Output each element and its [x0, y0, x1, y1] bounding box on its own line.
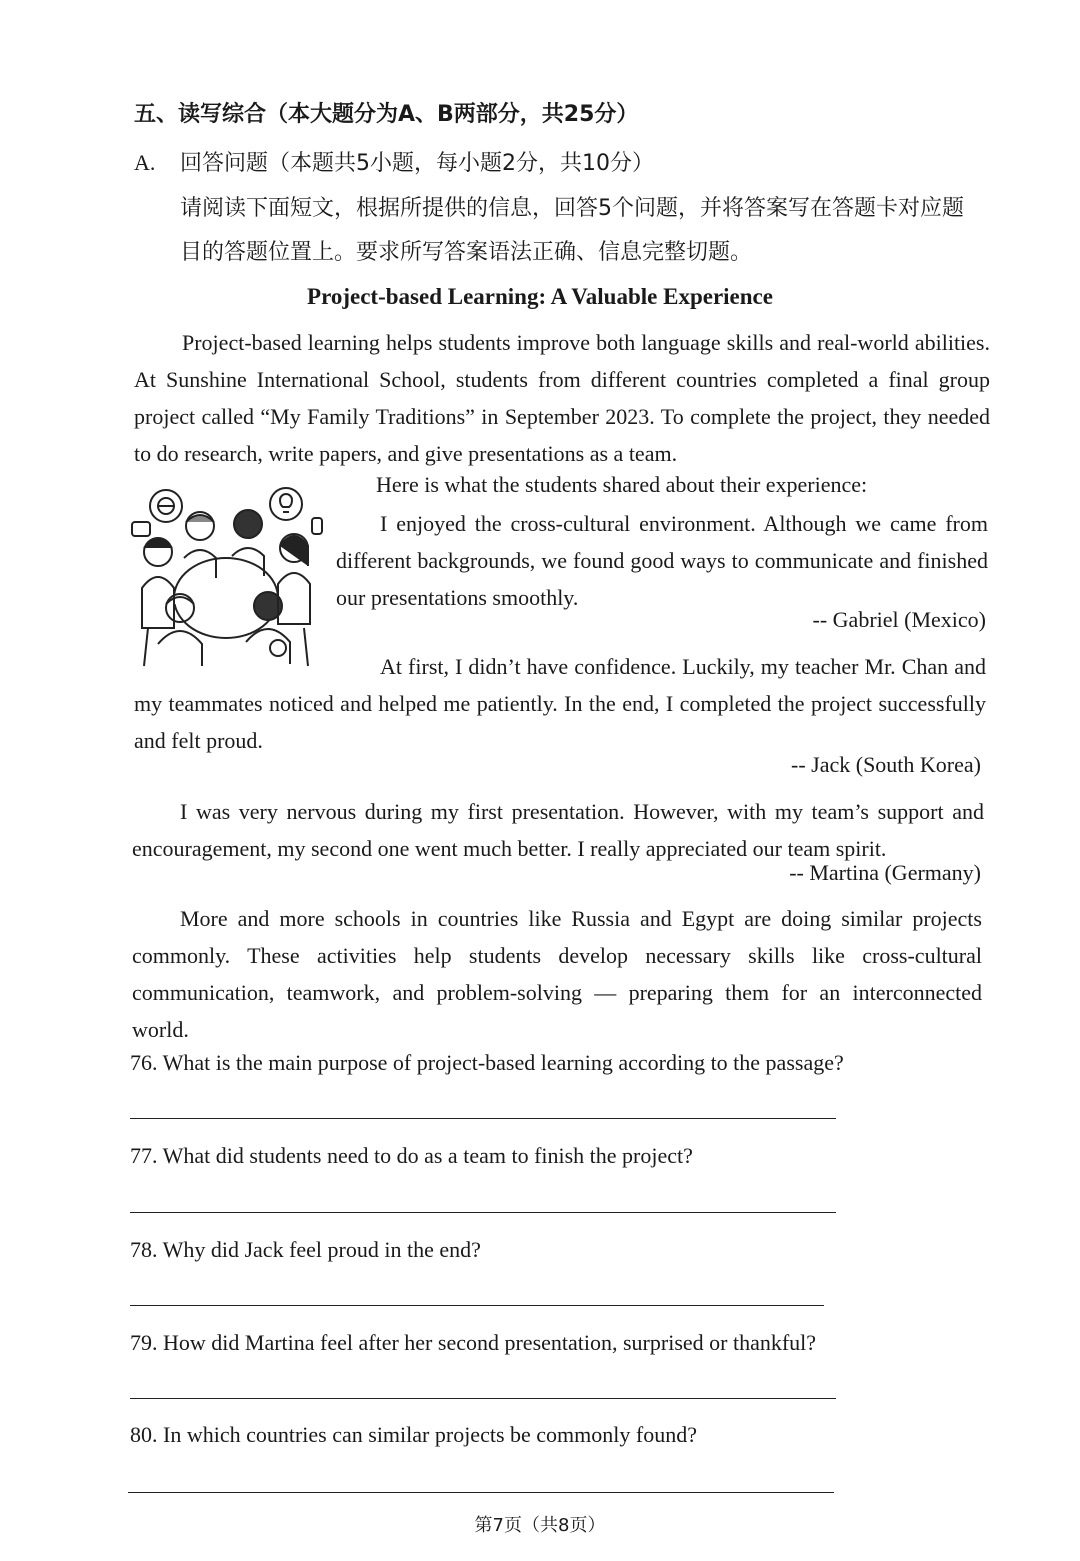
passage-intro: Project-based learning helps students improve both language skills and real-world abilities. At Sunshine International School, students from different countries completed a final group project called “My Family Traditions” in September 2023. To complete the project, they needed to do research, write papers, and give presentations as a team.: [134, 330, 990, 466]
answer-line-77[interactable]: [130, 1212, 836, 1213]
author-martina: -- Martina (Germany): [789, 860, 981, 885]
quote-jack: At first, I didn’t have confidence. Luckily, my teacher Mr. Chan and my teammates noticed and helped me patiently. In the end, I completed the project successfully and felt proud.: [134, 654, 986, 753]
section-heading: 五、读写综合（本大题分为A、B两部分，共25分）: [134, 102, 639, 127]
question-79: 79. How did Martina feel after her second presentation, surprised or thankful?: [130, 1330, 817, 1355]
question-76: 76. What is the main purpose of project-based learning according to the passage?: [130, 1050, 844, 1075]
passage-title: Project-based Learning: A Valuable Experience: [307, 284, 773, 309]
author-gabriel: -- Gabriel (Mexico): [812, 607, 986, 632]
instructions-line-2: 目的答题位置上。要求所写答案语法正确、信息完整切题。: [180, 240, 753, 265]
answer-line-78[interactable]: [130, 1305, 824, 1306]
passage-conclusion: More and more schools in countries like Russia and Egypt are doing similar projects commonly. These activities help students develop necessary skills like cross-cultural communication, teamwork, and problem-solving — preparing them for an interconnected world.: [132, 906, 982, 1042]
answer-line-76[interactable]: [130, 1118, 836, 1119]
quote-martina: I was very nervous during my first presentation. However, with my team’s support and encouragement, my second one went much better. I really appreciated our team spirit.: [132, 799, 984, 861]
instructions-line-1: 请阅读下面短文，根据所提供的信息，回答5个问题，并将答案写在答题卡对应题: [180, 196, 964, 221]
question-77: 77. What did students need to do as a team to finish the project?: [130, 1143, 693, 1168]
page-number: 第7页（共8页）: [474, 1515, 606, 1536]
part-title: 回答问题（本题共5小题，每小题2分，共10分）: [180, 151, 654, 176]
question-78: 78. Why did Jack feel proud in the end?: [130, 1237, 481, 1262]
lightbulb-icon: [280, 494, 292, 507]
answer-line-79[interactable]: [130, 1398, 836, 1399]
part-heading: [134, 148, 654, 179]
part-label: A.: [134, 150, 156, 175]
passage-lead-in: Here is what the students shared about their experience:: [376, 472, 868, 497]
author-jack: -- Jack (South Korea): [791, 752, 981, 777]
students-discussion-illustration: [128, 478, 324, 674]
answer-line-80[interactable]: [128, 1492, 834, 1493]
question-80: 80. In which countries can similar projects be commonly found?: [130, 1422, 697, 1447]
quote-gabriel: I enjoyed the cross-cultural environment. Although we came from different backgrounds, we found good ways to communicate and finished our presentations smoothly.: [336, 511, 988, 610]
